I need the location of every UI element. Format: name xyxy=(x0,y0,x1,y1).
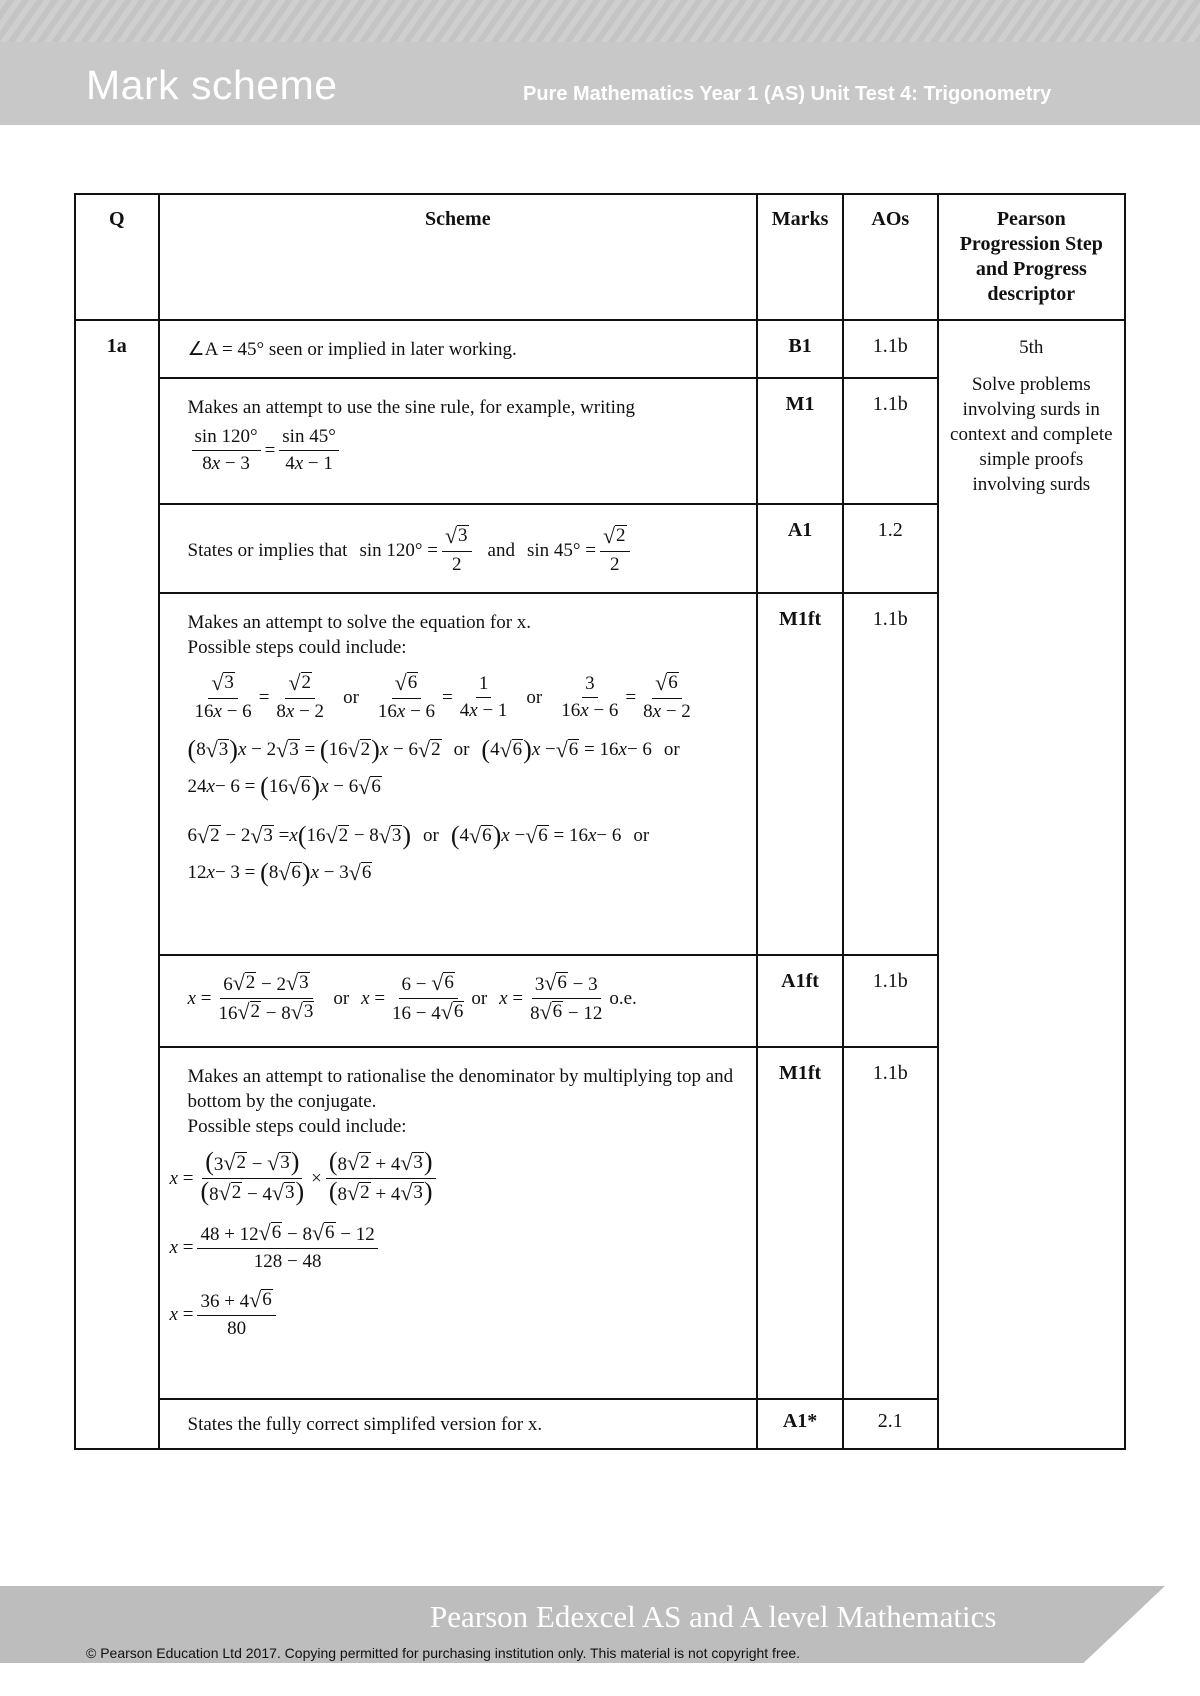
scheme-cell xyxy=(159,955,758,1047)
scheme-text-secondary: Possible steps could include: xyxy=(187,637,407,658)
scheme-text: Makes an attempt to rationalise the denominator by multiplying top and bottom by the conjugate. xyxy=(187,1066,734,1112)
scheme-cell xyxy=(159,1399,758,1449)
footer-brand: Pearson Edexcel AS and A level Mathematics xyxy=(430,1599,997,1634)
scheme-text: Makes an attempt to solve the equation for x. xyxy=(187,612,532,633)
ao-cell: 1.1b xyxy=(843,1047,938,1399)
mark-cell: A1* xyxy=(757,1399,843,1449)
equation-line: x = 36 + 4 √ 6 80 xyxy=(170,1289,747,1340)
column-header-progression: Pearson Progression Step and Progress descriptor xyxy=(938,194,1125,320)
equation-line: 12 x − 3 = ( 8 √ 6 ) x − 3 √ 6 xyxy=(187,857,372,887)
equation-line: 6 √ 2 − 2 √ 3 = x ( 16 √ 2 − 8 √ 3 ) or ( 4 √ 6 ) x − √ 6 = 16 x − 6 or xyxy=(187,820,650,850)
equation-line: 24 x − 6 = ( 16 √ 6 ) x − 6 √ 6 xyxy=(187,771,381,801)
column-header-marks: Marks xyxy=(757,194,843,320)
page-subtitle: Pure Mathematics Year 1 (AS) Unit Test 4: Trigonometry xyxy=(523,83,1052,105)
mark-scheme-table xyxy=(74,193,1126,1450)
mark-cell: B1 xyxy=(757,320,843,378)
question-number: 1a xyxy=(75,320,159,1449)
scheme-cell xyxy=(159,378,758,504)
equation-line: ( 8 √ 3 ) x − 2 √ 3 = ( 16 √ 2 ) x − 6 √ 2 or ( 4 √ 6 ) x − √ 6 = 16 x − 6 or xyxy=(187,734,680,764)
mark-cell: A1ft xyxy=(757,955,843,1047)
ao-cell: 1.1b xyxy=(843,593,938,955)
scheme-text: seen or implied in later working. xyxy=(268,339,517,360)
table-row xyxy=(75,320,1125,378)
column-header-q: Q xyxy=(75,194,159,320)
scheme-cell xyxy=(159,1047,758,1399)
scheme-text: States the fully correct simplifed version for x. xyxy=(187,1414,543,1435)
scheme-text-secondary: Possible steps could include: xyxy=(187,1116,407,1137)
table-header-row xyxy=(75,194,1125,320)
progression-cell xyxy=(938,320,1125,1449)
ao-cell: 1.2 xyxy=(843,504,938,593)
angle-statement: ∠A = 45° xyxy=(187,339,265,360)
ao-cell: 1.1b xyxy=(843,378,938,504)
scheme-text: Makes an attempt to use the sine rule, for example, writing xyxy=(187,397,635,418)
scheme-text: o.e. xyxy=(609,988,637,1009)
mark-cell: M1 xyxy=(757,378,843,504)
ao-cell: 1.1b xyxy=(843,955,938,1047)
mark-cell: M1ft xyxy=(757,593,843,955)
progression-descriptor: Solve problems involving surds in context and complete simple proofs involving surds xyxy=(950,374,1113,495)
equation-line: √ 3 16x − 6 = √ 2 8x − 2 or √ 6 16x − 6 = $\frac{1}{4x - 1}$ or $\frac{3}{16x - 6}$ = √ 6 8x − 2 xyxy=(194,670,691,722)
mark-cell: A1 xyxy=(757,504,843,593)
equation-line: x = 48 + 12 √ 6 − 8 √ 6 − 12 128 − 48 xyxy=(170,1222,747,1273)
scheme-cell xyxy=(159,504,758,593)
scheme-cell xyxy=(159,593,758,955)
exact-values-statement: States or implies that sin 120° = √ 3 2 and sin 45° = √ 2 2 xyxy=(188,525,747,576)
progression-step: 5th xyxy=(1019,337,1044,358)
sine-rule-equation: $\frac{\sin 120^\circ}{8x - 3}$ = $\frac{\sin 45^\circ}{4x - 1}$ xyxy=(188,426,747,475)
page-title: Mark scheme xyxy=(86,62,338,108)
column-header-scheme: Scheme xyxy=(159,194,758,320)
column-header-aos: AOs xyxy=(843,194,938,320)
scheme-text: States or implies that xyxy=(187,540,348,561)
ao-cell: 1.1b xyxy=(843,320,938,378)
ao-cell: 2.1 xyxy=(843,1399,938,1449)
copyright-notice: © Pearson Education Ltd 2017. Copying permitted for purchasing institution only. This material is not copyright free. xyxy=(86,1645,801,1661)
equation-line: x = (3 √ 2 − √ 3 ) (8 √ 2 − 4 √ 3 ) × (8 √ 2 + 4 √ 3 ) (8 √ 2 + 4 √ 3 ) xyxy=(170,1151,747,1206)
scheme-cell xyxy=(159,320,758,378)
solution-expressions: x = 6 √ 2 − 2 √ 3 16 √ 2 − 8 √ 3 or x = 6 − √ 6 16 − 4 √ 6 or x = 3 √ 6 − 3 8 √ 6 − 12 o.e. xyxy=(187,970,637,1024)
mark-cell: M1ft xyxy=(757,1047,843,1399)
